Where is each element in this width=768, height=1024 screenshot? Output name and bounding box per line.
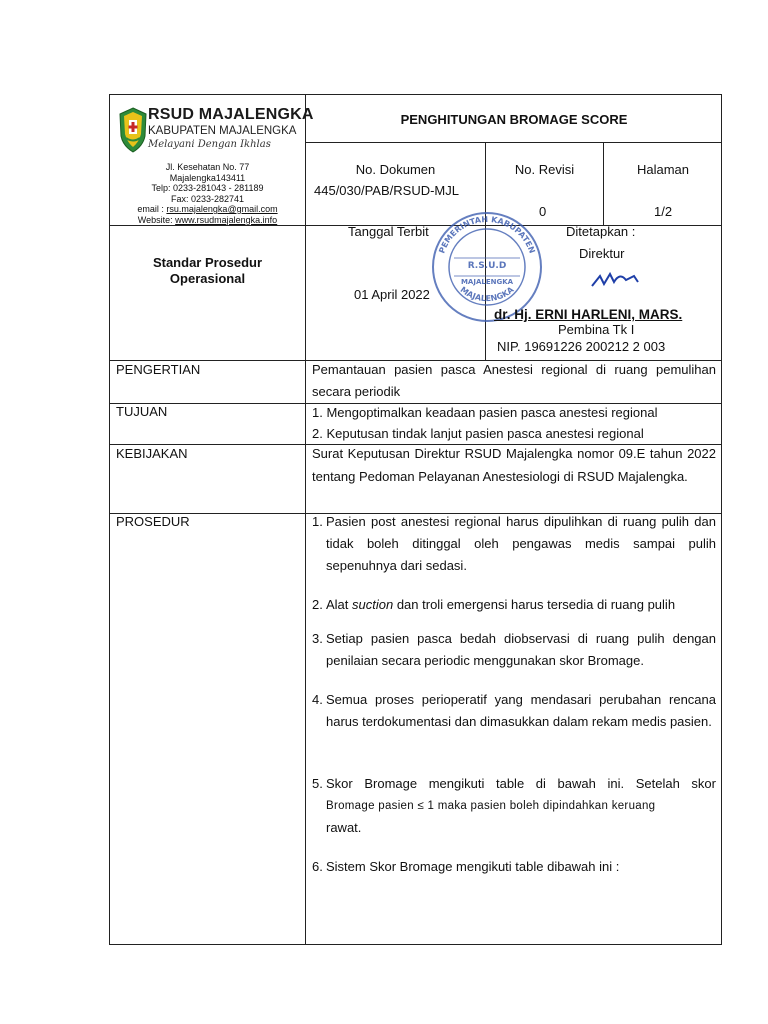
fax: Fax: 0233-282741 [170,193,245,204]
pengertian-text: Pemantauan pasien pasca Anestesi regional di ruang pemulihan secara periodik [312,362,716,399]
item-number: 6. [312,859,323,874]
website-line [110,215,305,226]
phone: Telp: 0233-281043 - 281189 [151,183,264,193]
item-text: Sistem Skor Bromage mengikuti table dibawah ini : [326,859,620,874]
no-dokumen-label: No. Dokumen [355,162,436,177]
document-title: PENGHITUNGAN BROMAGE SCORE [400,112,628,127]
address-line: Jl. Kesehatan No. 77 [165,162,250,172]
tujuan-item: 2. Keputusan tindak lanjut pasien pasca anestesi regional [312,426,644,441]
sop-label [110,255,305,287]
no-revisi-value: 0 [539,204,547,219]
item-text [312,594,716,616]
item-text [312,773,716,839]
prosedur-item-1 [312,511,716,577]
website-link[interactable]: www.rsudmajalengka.info [175,214,278,225]
sop-label-line2: Operasional [169,271,246,286]
item-text-italic: suction [352,597,394,612]
halaman-value: 1/2 [654,204,673,219]
sop-label-line1: Standar Prosedur [152,255,263,270]
rsud-logo-icon [118,106,148,154]
prosedur-item-5 [312,773,716,839]
signer-rank: Pembina Tk I [558,322,635,337]
signer-name: dr. Hj. ERNI HARLENI, MARS. [494,307,683,322]
motto: Melayani Dengan Ikhlas [148,139,271,150]
item-number: 2. [312,597,323,612]
prosedur-label: PROSEDUR [116,514,190,529]
item-number: 4. [312,692,323,707]
svg-text:MAJALENGKA: MAJALENGKA [460,278,514,286]
email-link[interactable]: rsu.majalengka@gmail.com [166,204,278,214]
svg-text:R.S.U.D: R.S.U.D [467,261,507,271]
tujuan-item: 1. Mengoptimalkan keadaan pasien pasca anestesi regional [312,405,658,420]
kebijakan-label: KEBIJAKAN [116,446,188,461]
item-text-line: Bromage pasien ≤ 1 maka pasien boleh dipindahkan keruang [326,800,656,812]
ditetapkan-label: Ditetapkan : [566,224,636,239]
pengertian-label: PENGERTIAN [116,362,201,377]
tanggal-terbit-value: 01 April 2022 [354,287,430,302]
hospital-name: RSUD MAJALENGKA [148,106,314,123]
address-city: Majalengka143411 [169,172,246,183]
signature-icon [590,270,640,292]
signer-nip: NIP. 19691226 200212 2 003 [497,339,666,354]
item-number: 3. [312,631,323,646]
item-text-line: rawat. [326,820,362,835]
prosedur-item-4 [312,689,716,733]
prosedur-item-2 [312,594,716,616]
tanggal-terbit-label: Tanggal Terbit [348,224,429,239]
column-divider [305,94,306,945]
prosedur-item-3 [312,628,716,672]
row-divider-title [305,142,722,143]
item-text: Setiap pasien pasca bedah diobservasi di ruang pulih dengan penilaian secara periodic menggunakan skor Bromage. [326,631,716,668]
regency-name: KABUPATEN MAJALENGKA [148,125,297,137]
item-text-line: Skor Bromage mengikuti table di bawah ini. Setelah skor [326,776,716,791]
doc-cell-divider-2 [603,142,604,226]
no-revisi-label: No. Revisi [514,162,575,177]
email-label: email : [137,204,167,214]
prosedur-item-6 [312,856,716,878]
item-text-pre: Alat [326,597,353,612]
halaman-label: Halaman [636,162,690,177]
item-text: Semua proses perioperatif yang mendasari perubahan rencana harus terdokumentasi dan dimasukkan dalam rekam medis pasien. [326,692,716,729]
item-text-post: dan troli emergensi harus tersedia di ruang pulih [393,597,676,612]
tujuan-label: TUJUAN [116,404,168,419]
no-dokumen-value: 445/030/PAB/RSUD-MJL [314,183,459,198]
website-label: Website: [137,214,176,225]
logo-text-block [148,106,314,150]
direktur-label: Direktur [579,246,625,261]
item-number: 5. [312,776,323,791]
svg-text:PEMERINTAH KABUPATEN: PEMERINTAH KABUPATEN [437,214,537,255]
item-number: 1. [312,514,323,529]
svg-text:MAJALENGKA: MAJALENGKA [458,285,516,304]
item-text: Pasien post anestesi regional harus dipulihkan di ruang pulih dan tidak boleh ditinggal oleh pengawas medis sampai pulih sepenuhnya dari sedasi. [326,514,716,573]
address-block [110,162,305,225]
email-line [110,204,305,215]
kebijakan-text: Surat Keputusan Direktur RSUD Majalengka nomor 09.E tahun 2022 tentang Pedoman Pelayanan Anestesiologi di RSUD Majalengka. [312,446,716,484]
